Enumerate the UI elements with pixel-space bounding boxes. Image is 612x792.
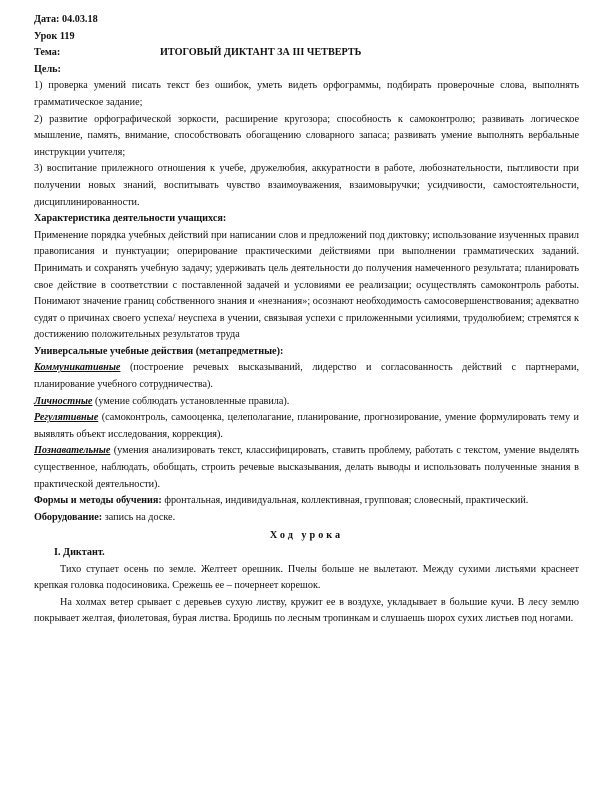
dictation-paragraph-2: На холмах ветер срывает с деревьев сухую листву, кружит ее в воздухе, укладывает в большие кучи. В лесу землю покрывает желтая, фиолетовая, бурая листва. Бродишь по лесным тропинкам и слушаешь шорох сухих листьев под ногами.: [34, 596, 579, 625]
uud-communicative: [34, 360, 579, 393]
lesson-date: Дата: 04.03.18: [34, 14, 98, 25]
uud-personal: [34, 394, 579, 411]
personal-text: (умение соблюдать установленные правила).: [92, 395, 290, 407]
cognitive-label: Познавательные: [34, 445, 111, 457]
communicative-text: (построение речевых высказываний, лидерство и согласованность действий с партнерами, планирование учебного сотрудничества).: [34, 362, 579, 391]
forms-methods: [34, 493, 579, 510]
equipment-label: Оборудование:: [34, 511, 103, 523]
equipment-text: запись на доске.: [102, 511, 176, 523]
goal-item-1: 1) проверка умений писать текст без ошибок, уметь видеть орфограммы, подбирать проверочные слова, выполнять грамматическое задание;: [34, 80, 579, 108]
topic-label: Тема:: [34, 47, 61, 59]
uud-label: Универсальные учебные действия (метапредметные):: [34, 345, 284, 357]
uud-regulative: [34, 410, 579, 443]
goals-label: Цель:: [34, 63, 61, 75]
topic-title: ИТОГОВЫЙ ДИКТАНТ ЗА III ЧЕТВЕРТЬ: [160, 47, 362, 59]
cognitive-text: (умения анализировать текст, классифицировать, ставить проблему, работать с текстом, умение выделять существенное, наблюдать, обобщать, строить речевые высказывания, делать выводы и использовать полученные знания в практической деятельности).: [34, 445, 579, 490]
uud-cognitive: [34, 443, 579, 493]
goal-item-3: 3) воспитание прилежного отношения к учебе, дружелюбия, аккуратности в работе, любознательности, пытливости при получении новых знаний, воспитывать чувство взаимоуважения, взаимовыручки; усидчивости, самостоятельности, дисциплинированности.: [34, 163, 579, 208]
course-title: Ход урока: [269, 530, 344, 542]
communicative-label: Коммуникативные: [34, 362, 121, 374]
document-page: [34, 12, 579, 628]
equipment: [34, 510, 579, 527]
forms-label: Формы и методы обучения:: [34, 495, 162, 507]
forms-text: фронтальная, индивидуальная, коллективная, групповая; словесный, практический.: [161, 495, 529, 507]
topic-row: [34, 45, 579, 62]
section-dictation: I. Диктант.: [54, 547, 105, 558]
characteristics-label: Характеристика деятельности учащихся:: [34, 213, 227, 225]
characteristics-text: Применение порядка учебных действий при написании слов и предложений под диктовку; использование изученных правил правописания и пунктуации; оперирование практическими действиями при выполнении грамматических заданий. Принимать и сохранять учебную задачу; удерживать цель деятельности до получения намеченного результата; планировать свое действие в соответствии с поставленной задачей и условиями ее реализации; осуществлять самоконтроль работы. Понимают значение границ собственного знания и «незнания»; осознают необходимость самосовершенствования; адекватно судят о причинах своего успеха/ неуспеха в учении, связывая успехи с приложенными усилиями, трудолюбием; стремятся к достижению положительных результатов труда: [34, 229, 579, 341]
goal-item-2: 2) развитие орфографической зоркости, расширение кругозора; способность к самоконтролю; развивать логическое мышление, память, внимание, способствовать обогащению словарного запаса; развивать умение выполнять вербальные инструкции учителя;: [34, 113, 579, 158]
lesson-number: Урок 119: [34, 30, 75, 42]
personal-label: Личностные: [34, 395, 93, 407]
regulative-text: (самоконтроль, самооценка, целеполагание, планирование, прогнозирование, умение формулировать тему и выявлять объект исследования, коррекция).: [34, 412, 579, 440]
dictation-paragraph-1: Тихо ступает осень по земле. Желтеет орешник. Пчелы больше не вылетают. Между сухими листьями краснеет крепкая головка подосиновика. Срежешь ее – почернеет корешок.: [34, 563, 579, 592]
regulative-label: Регулятивные: [34, 412, 99, 424]
